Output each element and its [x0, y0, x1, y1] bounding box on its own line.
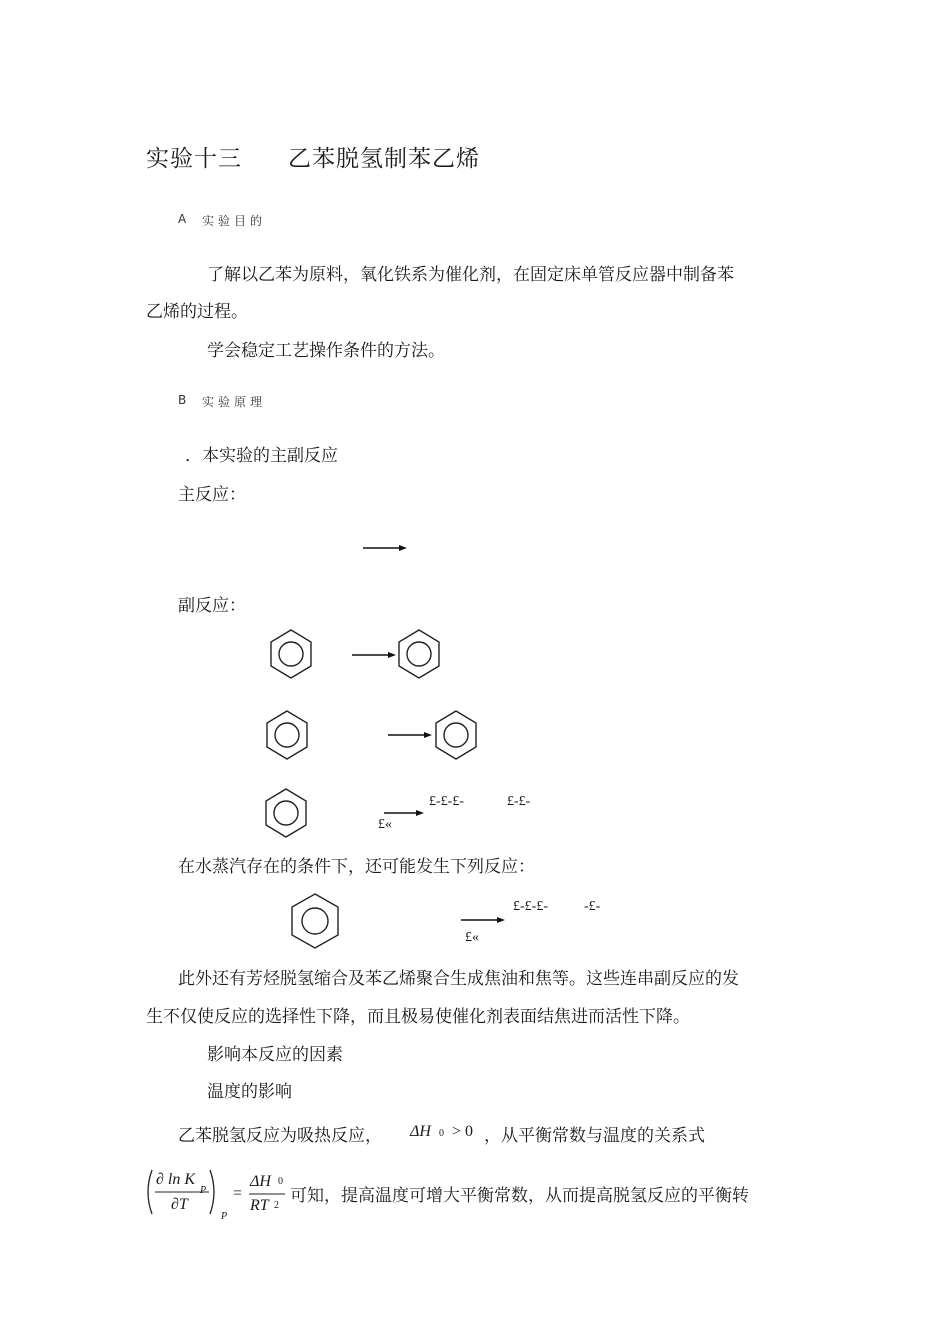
- formula-equals: =: [233, 1185, 243, 1202]
- side-effects-line-2: 生不仅使反应的选择性下降，而且极易使催化剂表面结焦进而活性下降。: [146, 1007, 690, 1027]
- right-paren-icon: [208, 1168, 220, 1216]
- side-r3-catalyst: £«: [378, 817, 392, 832]
- side-effects-line-1: 此外还有芳烃脱氢缩合及苯乙烯聚合生成焦油和焦等。这些连串副反应的发: [178, 969, 739, 989]
- benzene-ring-icon: [269, 629, 313, 679]
- endothermic-text-pre: 乙苯脱氢反应为吸热反应，: [178, 1126, 382, 1146]
- formula-denominator-exponent: 2: [274, 1200, 279, 1211]
- benzene-ring-icon: [264, 788, 308, 838]
- section-b-heading: 实验原理: [202, 395, 267, 409]
- benzene-ring-icon: [290, 893, 340, 949]
- delta-h-symbol: ΔH: [410, 1123, 431, 1140]
- factors-heading: 影响本反应的因素: [207, 1045, 343, 1065]
- benzene-ring-icon: [397, 629, 441, 679]
- main-reaction-arrow: [363, 542, 407, 554]
- side-r3-chain-a: £-£-£-: [429, 794, 464, 809]
- section-b-letter: B: [178, 393, 191, 407]
- purpose-line-1: 了解以乙苯为原料，氧化铁系为催化剂，在固定床单管反应器中制备苯: [207, 265, 734, 285]
- main-reaction-label: 主反应：: [178, 485, 246, 505]
- formula-constant-p: P: [221, 1211, 228, 1222]
- side-reaction-label: 副反应：: [178, 596, 246, 616]
- side-reaction-1-arrow: [352, 649, 396, 661]
- steam-condition-text: 在水蒸汽存在的条件下，还可能发生下列反应：: [178, 857, 535, 877]
- section-a-letter: A: [178, 212, 191, 226]
- side-r3-chain-b: £-£-: [507, 794, 531, 809]
- steam-chain-a: £-£-£-: [513, 899, 548, 914]
- benzene-ring-icon: [434, 710, 478, 760]
- formula-ln-k: ∂ ln K: [156, 1171, 196, 1188]
- formula-denominator: RT: [250, 1197, 269, 1214]
- formula-numerator-superscript: 0: [278, 1176, 283, 1187]
- temperature-heading: 温度的影响: [207, 1082, 292, 1102]
- steam-chain-b: -£-: [584, 899, 601, 914]
- purpose-line-2: 乙烯的过程。: [146, 302, 248, 322]
- steam-reaction-arrow: [461, 914, 505, 926]
- greater-than-zero: > 0: [452, 1123, 474, 1140]
- formula-fraction-bar-2: [249, 1193, 287, 1196]
- left-paren-icon: [142, 1168, 154, 1216]
- endothermic-text-post: ，从平衡常数与温度的关系式: [484, 1126, 705, 1146]
- conclusion-text: 可知，提高温度可增大平衡常数，从而提高脱氢反应的平衡转: [290, 1186, 749, 1206]
- formula-fraction-bar: [155, 1191, 211, 1194]
- side-reaction-2-arrow: [388, 729, 432, 741]
- purpose-line-3: 学会稳定工艺操作条件的方法。: [207, 341, 445, 361]
- steam-catalyst: £«: [465, 930, 479, 945]
- principle-item-1: ．本实验的主副反应: [185, 446, 338, 466]
- section-a-heading: 实验目的: [202, 214, 267, 228]
- experiment-title: 乙苯脱氢制苯乙烯: [288, 146, 480, 172]
- benzene-ring-icon: [265, 710, 309, 760]
- formula-numerator: ΔH: [250, 1173, 271, 1190]
- delta-h-superscript: 0: [439, 1128, 444, 1139]
- formula-k-subscript: P: [200, 1185, 207, 1196]
- formula-dt: ∂T: [171, 1196, 188, 1213]
- experiment-number: 实验十三: [146, 146, 242, 172]
